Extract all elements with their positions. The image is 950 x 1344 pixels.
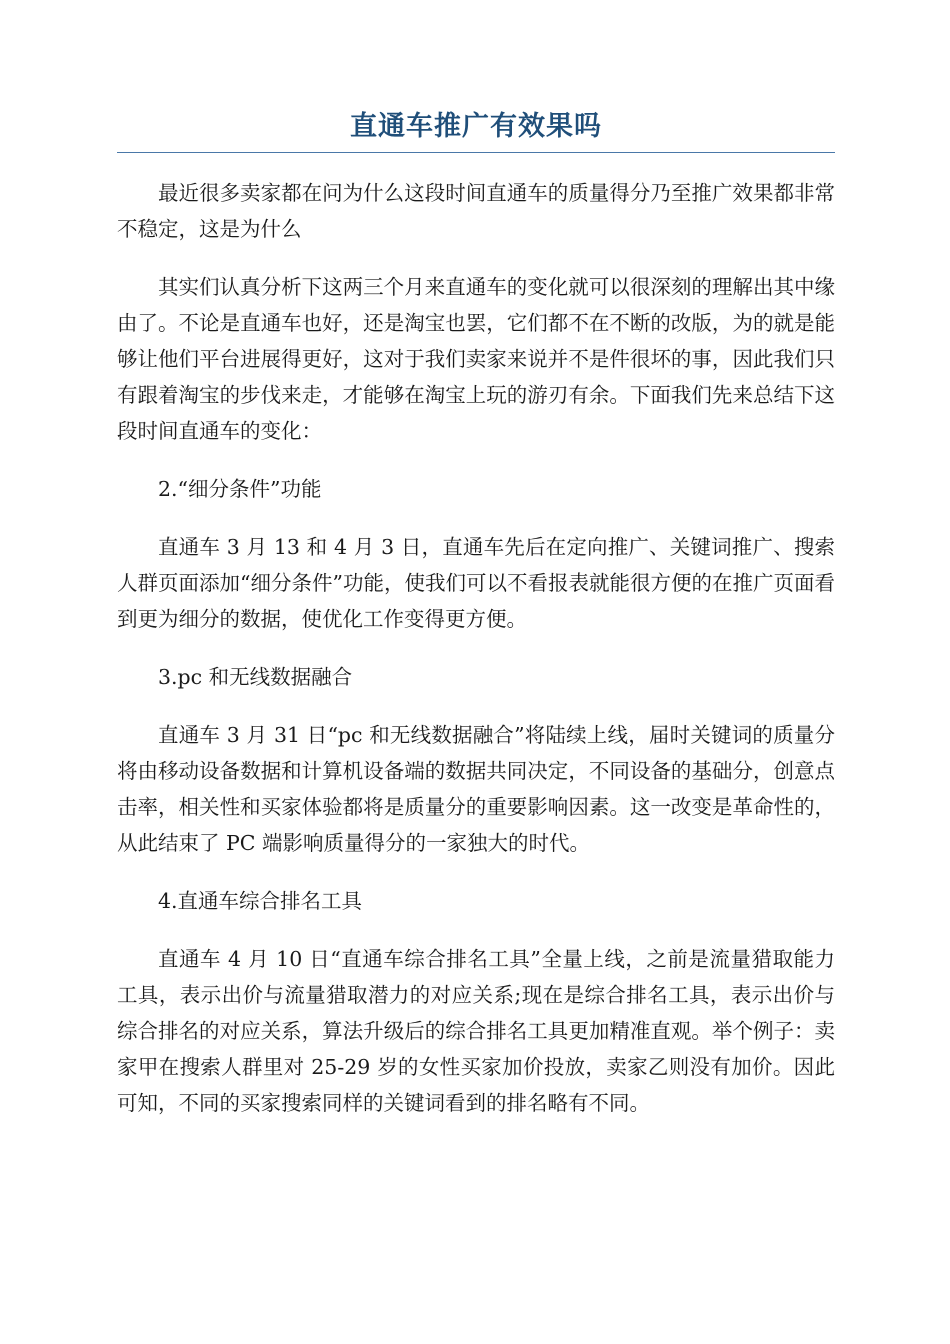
paragraph-analysis: 其实们认真分析下这两三个月来直通车的变化就可以很深刻的理解出其中缘由了。不论是直通车也好，还是淘宝也罢，它们都不在不断的改版，为的就是能够让他们平台进展得更好，这对于我们卖家来说并不是件很坏的事，因此我们只有跟着淘宝的步伐来走，才能够在淘宝上玩的游刃有余。下面我们先来总结下这段时间直通车的变化： — [117, 275, 835, 443]
document-page — [117, 108, 835, 1143]
paragraph-section-3: 直通车 3 月 31 日“pc 和无线数据融合”将陆续上线，届时关键词的质量分将由移动设备数据和计算机设备端的数据共同决定，不同设备的基础分，创意点击率，相关性和买家体验都将是质量分的重要影响因素。这一改变是革命性的，从此结束了 PC 端影响质量得分的一家独大的时代。 — [117, 723, 835, 855]
paragraph-section-4: 直通车 4 月 10 日“直通车综合排名工具”全量上线，之前是流量猎取能力工具，表示出价与流量猎取潜力的对应关系;现在是综合排名工具，表示出价与综合排名的对应关系，算法升级后的综合排名工具更加精准直观。举个例子：卖家甲在搜索人群里对 25-29 岁的女性买家加价投放，卖家乙则没有加价。因此可知，不同的买家搜索同样的关键词看到的排名略有不同。 — [117, 947, 835, 1115]
paragraph-intro: 最近很多卖家都在问为什么这段时间直通车的质量得分乃至推广效果都非常不稳定，这是为什么 — [117, 181, 835, 241]
section-heading-3: 3.pc 和无线数据融合 — [158, 665, 353, 689]
section-heading-2: 2.“细分条件”功能 — [158, 477, 322, 501]
document-title: 直通车推广有效果吗 — [350, 111, 602, 142]
title-underline — [117, 152, 835, 153]
section-heading-4: 4.直通车综合排名工具 — [158, 889, 363, 913]
paragraph-section-2: 直通车 3 月 13 和 4 月 3 日，直通车先后在定向推广、关键词推广、搜索人群页面添加“细分条件”功能，使我们可以不看报表就能很方便的在推广页面看到更为细分的数据，使优化工作变得更方便。 — [117, 535, 835, 631]
